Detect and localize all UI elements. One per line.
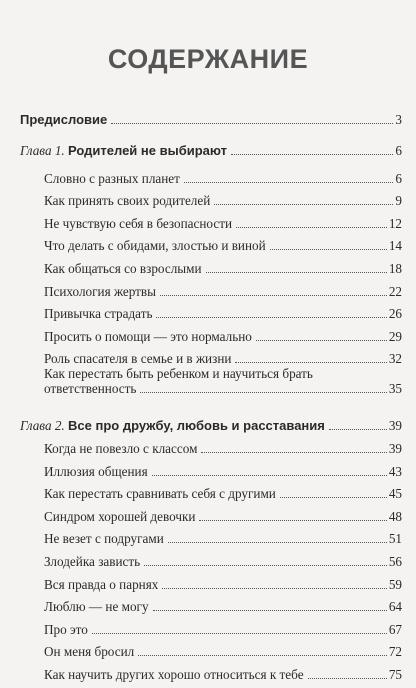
toc-chapter-2[interactable] [20, 413, 402, 433]
leader-dots [280, 497, 387, 498]
leader-dots [270, 249, 387, 250]
table-of-contents [20, 107, 402, 682]
leader-dots [152, 475, 387, 476]
toc-entry[interactable] [20, 231, 402, 254]
toc-entry[interactable] [20, 276, 402, 299]
toc-page-number: 75 [388, 666, 402, 682]
toc-entry-label: Он меня бросил [44, 644, 135, 660]
leader-dots [92, 633, 387, 634]
leader-dots [236, 227, 387, 228]
toc-page-number: 18 [388, 260, 402, 276]
leader-dots [184, 182, 393, 183]
toc-entry-label: Что делать с обидами, злостью и виной [44, 238, 266, 254]
toc-entry[interactable] [20, 186, 402, 209]
toc-page-number: 67 [388, 621, 402, 637]
toc-page-number: 48 [388, 508, 402, 524]
leader-dots [308, 678, 387, 679]
toc-page-number: 51 [388, 531, 402, 547]
toc-page-number: 14 [388, 238, 402, 254]
toc-entry[interactable] [20, 637, 402, 660]
leader-dots [256, 340, 387, 341]
toc-chapter-1[interactable] [20, 138, 402, 158]
leader-dots [111, 123, 393, 124]
toc-entry[interactable] [20, 479, 402, 502]
leader-dots [153, 610, 387, 611]
toc-entry[interactable] [20, 366, 402, 402]
toc-entry[interactable] [20, 299, 402, 322]
toc-page-number: 9 [395, 193, 402, 209]
toc-entry-label: Злодейка зависть [44, 553, 141, 569]
toc-entry[interactable] [20, 524, 402, 547]
chapter-number: Глава 1. [20, 143, 65, 158]
toc-entry-label: Роль спасателя в семье и в жизни [44, 351, 232, 367]
leader-dots [199, 520, 386, 521]
toc-entry-label: Не везет с подругами [44, 531, 164, 547]
toc-page-number: 59 [388, 576, 402, 592]
toc-entry-label: Люблю — не могу [44, 599, 149, 615]
toc-page-number: 6 [395, 170, 402, 186]
leader-dots [206, 272, 387, 273]
toc-entry-label: Про это [44, 621, 88, 637]
toc-entry-label: Как научить других хорошо относиться к тебе [44, 666, 304, 682]
toc-entry-preface[interactable] [20, 107, 402, 127]
toc-entry[interactable] [20, 659, 402, 682]
toc-entry-label: Привычка страдать [44, 306, 153, 322]
toc-page-number: 45 [388, 486, 402, 502]
toc-entry[interactable] [20, 433, 402, 456]
leader-dots [214, 204, 393, 205]
toc-entry[interactable] [20, 321, 402, 344]
chapter-number: Глава 2. [20, 418, 65, 434]
toc-entry[interactable] [20, 592, 402, 615]
toc-entry[interactable] [20, 253, 402, 276]
toc-page-number: 32 [388, 351, 402, 367]
leader-dots [329, 429, 387, 430]
toc-page-number: 29 [388, 328, 402, 344]
toc-entry[interactable] [20, 501, 402, 524]
page-title: СОДЕРЖАНИЕ [107, 44, 309, 74]
toc-page-number: 39 [388, 440, 402, 456]
toc-entry[interactable] [20, 344, 402, 367]
toc-entry-label-cont: ответственность [44, 381, 137, 397]
leader-dots [235, 362, 386, 363]
leader-dots [168, 542, 387, 543]
chapter-title: Все про дружбу, любовь и расставания [68, 418, 325, 434]
toc-entry[interactable] [20, 456, 402, 479]
toc-entry-label: Как перестать сравнивать себя с другими [44, 486, 276, 502]
toc-entry[interactable] [20, 163, 402, 186]
toc-page-number: 35 [388, 381, 402, 397]
leader-dots [162, 588, 386, 589]
toc-page-number: 43 [388, 463, 402, 479]
leader-dots [201, 452, 386, 453]
toc-entry[interactable] [20, 546, 402, 569]
leader-dots [160, 295, 387, 296]
leader-dots [231, 154, 393, 155]
toc-entry-label: Предисловие [20, 112, 108, 127]
toc-entry-label: Синдром хорошей девочки [44, 508, 196, 524]
toc-page-number: 22 [388, 283, 402, 299]
leader-dots [144, 565, 387, 566]
toc-page-number: 6 [395, 143, 402, 158]
leader-dots [156, 317, 386, 318]
toc-entry-label: Как общаться со взрослыми [44, 260, 202, 276]
leader-dots [138, 655, 387, 656]
toc-entry-label: Просить о помощи — это нормально [44, 328, 252, 344]
toc-page-number: 26 [388, 306, 402, 322]
toc-page-number: 12 [388, 215, 402, 231]
toc-entry[interactable] [20, 614, 402, 637]
toc-entry[interactable] [20, 208, 402, 231]
toc-entry-label: Иллюзия общения [44, 463, 148, 479]
toc-page-number: 56 [388, 553, 402, 569]
chapter-title: Родителей не выбирают [68, 143, 228, 158]
toc-entry-label: Как перестать быть ребенком и научиться брать [44, 366, 313, 382]
toc-page-number: 72 [388, 644, 402, 660]
toc-page-number: 64 [388, 599, 402, 615]
toc-page-number: 3 [395, 112, 402, 127]
toc-entry-label: Когда не повезло с классом [44, 440, 198, 456]
toc-entry[interactable] [20, 569, 402, 592]
toc-page-number: 39 [388, 418, 402, 434]
toc-entry-label: Не чувствую себя в безопасности [44, 215, 233, 231]
toc-entry-label: Психология жертвы [44, 283, 157, 299]
toc-entry-label: Вся правда о парнях [44, 576, 159, 592]
toc-entry-label: Словно с разных планет [44, 170, 180, 186]
toc-entry-label: Как принять своих родителей [44, 193, 211, 209]
leader-dots [140, 392, 386, 393]
